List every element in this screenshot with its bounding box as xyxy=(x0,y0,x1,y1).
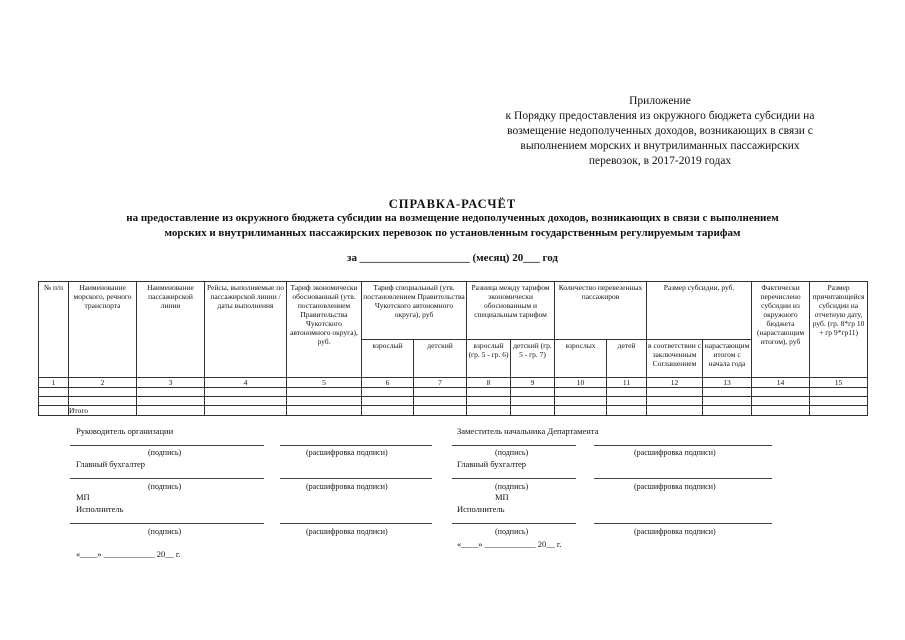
appendix-line: возмещение недополученных доходов, возникающих в связи с xyxy=(507,125,813,137)
table-cell xyxy=(647,397,703,406)
header-cell: Фактически перечислено субсидии из окружного бюджета (нарастающим итогом), руб xyxy=(752,282,810,378)
signature-line xyxy=(594,445,772,446)
subtitle-line: морских и внутрилиманных пассажирских перевозок по установленным государственным регулируемым тарифам xyxy=(164,227,741,239)
document-subtitle xyxy=(20,211,885,241)
table-cell xyxy=(205,397,287,406)
table-cell xyxy=(287,406,362,416)
table-row xyxy=(39,388,868,397)
head-label-right: Заместитель начальника Департамента xyxy=(457,426,599,436)
signature-decode-caption: (расшифровка подписи) xyxy=(306,482,388,491)
table-cell xyxy=(414,388,467,397)
subheader-cell: в соответствии с заключенным Соглашением xyxy=(647,340,703,378)
date-field-left: «____» ____________ 20__ г. xyxy=(76,549,181,559)
signature-line xyxy=(452,445,576,446)
signature-caption: (подпись) xyxy=(148,527,182,536)
signature-decode-caption: (расшифровка подписи) xyxy=(634,482,716,491)
table-row xyxy=(39,397,868,406)
document-title: СПРАВКА-РАСЧЁТ xyxy=(388,197,517,211)
calculation-table xyxy=(38,281,868,416)
signature-line xyxy=(452,523,576,524)
table-cell xyxy=(752,388,810,397)
table-header-row xyxy=(39,282,868,340)
table-cell xyxy=(362,397,414,406)
signature-line xyxy=(280,445,432,446)
table-cell xyxy=(362,406,414,416)
column-number: 8 xyxy=(467,378,511,388)
executor-label-right: Исполнитель xyxy=(457,504,505,514)
table-cell xyxy=(752,397,810,406)
table-cell xyxy=(511,388,555,397)
table-cell xyxy=(810,388,868,397)
subheader-cell: детей xyxy=(607,340,647,378)
header-cell: Размер причитающейся субсидии на отчетную дату, руб. (гр. 8*гр 10 + гр 9*гр11) xyxy=(810,282,868,378)
header-cell: Наименование пассажирской линии xyxy=(137,282,205,378)
table-cell xyxy=(205,406,287,416)
table-cell xyxy=(137,406,205,416)
stamp-place-left: МП xyxy=(76,492,90,502)
chief-accountant-label-right: Главный бухгалтер xyxy=(457,459,527,469)
signature-caption: (подпись) xyxy=(495,527,529,536)
table-cell xyxy=(555,388,607,397)
appendix-line: выполнением морских и внутрилиманных пассажирских xyxy=(520,140,800,152)
table-cell xyxy=(752,406,810,416)
stamp-place-right: МП xyxy=(495,492,509,502)
column-number: 12 xyxy=(647,378,703,388)
table-cell xyxy=(647,388,703,397)
signature-line xyxy=(280,478,432,479)
header-cell: Разница между тарифом экономически обоснованным и специальным тарифом xyxy=(467,282,555,340)
subtitle-line: на предоставление из окружного бюджета субсидии на возмещение недополученных доходов, возникающих в связи с выполнением xyxy=(126,212,779,224)
table-cell xyxy=(511,406,555,416)
table-cell xyxy=(467,388,511,397)
table-cell xyxy=(414,397,467,406)
table-cell xyxy=(69,397,137,406)
head-label-left: Руководитель организации xyxy=(76,426,174,436)
column-number: 13 xyxy=(703,378,752,388)
total-row xyxy=(39,406,868,416)
signature-caption: (подпись) xyxy=(495,448,529,457)
header-cell: Тариф специальный (утв. постановлением Правительства Чукотского автономного округа), руб xyxy=(362,282,467,340)
table-cell xyxy=(810,406,868,416)
appendix-line: Приложение xyxy=(629,95,691,107)
table-cell xyxy=(467,406,511,416)
signature-decode-caption: (расшифровка подписи) xyxy=(634,448,716,457)
column-number: 3 xyxy=(137,378,205,388)
subheader-cell: детский (гр. 5 - гр. 7) xyxy=(511,340,555,378)
column-number: 9 xyxy=(511,378,555,388)
table-cell xyxy=(362,388,414,397)
table-cell xyxy=(607,388,647,397)
report-period: за ____________________ (месяц) 20___ год xyxy=(347,252,558,264)
header-cell: Количество перевезенных пассажиров xyxy=(555,282,647,340)
date-field-right: «____» ____________ 20__ г. xyxy=(457,539,562,549)
table-cell xyxy=(703,397,752,406)
header-cell: № п/п xyxy=(39,282,69,378)
subheader-cell: нарастающим итогом с начала года xyxy=(703,340,752,378)
column-number: 11 xyxy=(607,378,647,388)
subheader-cell: взрослых xyxy=(555,340,607,378)
table-cell xyxy=(39,406,69,416)
appendix-line: перевозок, в 2017-2019 годах xyxy=(588,155,732,167)
table-cell xyxy=(703,388,752,397)
subheader-cell: детский xyxy=(414,340,467,378)
signature-line xyxy=(452,478,576,479)
table-cell xyxy=(703,406,752,416)
signature-caption: (подпись) xyxy=(148,482,182,491)
signature-line xyxy=(594,523,772,524)
signature-decode-caption: (расшифровка подписи) xyxy=(306,527,388,536)
appendix-line: к Порядку предоставления из окружного бюджета субсидии на xyxy=(505,110,815,122)
column-number-row xyxy=(39,378,868,388)
signature-line xyxy=(594,478,772,479)
signature-caption: (подпись) xyxy=(148,448,182,457)
signature-caption: (подпись) xyxy=(495,482,529,491)
table-cell xyxy=(137,397,205,406)
header-cell: Размер субсидии, руб. xyxy=(647,282,752,340)
table-cell xyxy=(647,406,703,416)
header-cell: Наименование морского, речного транспорта xyxy=(69,282,137,378)
table-cell xyxy=(39,388,69,397)
signature-decode-caption: (расшифровка подписи) xyxy=(634,527,716,536)
table-cell xyxy=(555,397,607,406)
signature-line xyxy=(70,445,264,446)
table-cell xyxy=(287,388,362,397)
appendix-header xyxy=(440,94,880,169)
table-cell xyxy=(467,397,511,406)
table-cell xyxy=(137,388,205,397)
column-number: 7 xyxy=(414,378,467,388)
column-number: 2 xyxy=(69,378,137,388)
column-number: 10 xyxy=(555,378,607,388)
total-label: Итого xyxy=(69,406,137,416)
header-cell: Тариф экономически обоснованный (утв. постановлением Правительства Чукотского автономного округа), руб. xyxy=(287,282,362,378)
column-number: 5 xyxy=(287,378,362,388)
table-cell xyxy=(39,397,69,406)
table-cell xyxy=(205,388,287,397)
header-cell: Рейсы, выполняемые по пассажирской линии / даты выполнения xyxy=(205,282,287,378)
table-cell xyxy=(810,397,868,406)
table-cell xyxy=(607,397,647,406)
subheader-cell: взрослый xyxy=(362,340,414,378)
subheader-cell: взрослый (гр. 5 - гр. 6) xyxy=(467,340,511,378)
signature-line xyxy=(280,523,432,524)
signature-line xyxy=(70,478,264,479)
table-cell xyxy=(511,397,555,406)
table-cell xyxy=(414,406,467,416)
table-cell xyxy=(69,388,137,397)
signature-decode-caption: (расшифровка подписи) xyxy=(306,448,388,457)
column-number: 4 xyxy=(205,378,287,388)
signature-line xyxy=(70,523,264,524)
column-number: 14 xyxy=(752,378,810,388)
chief-accountant-label-left: Главный бухгалтер xyxy=(76,459,146,469)
column-number: 15 xyxy=(810,378,868,388)
column-number: 6 xyxy=(362,378,414,388)
table-cell xyxy=(555,406,607,416)
column-number: 1 xyxy=(39,378,69,388)
executor-label-left: Исполнитель xyxy=(76,504,124,514)
table-cell xyxy=(607,406,647,416)
table-cell xyxy=(287,397,362,406)
